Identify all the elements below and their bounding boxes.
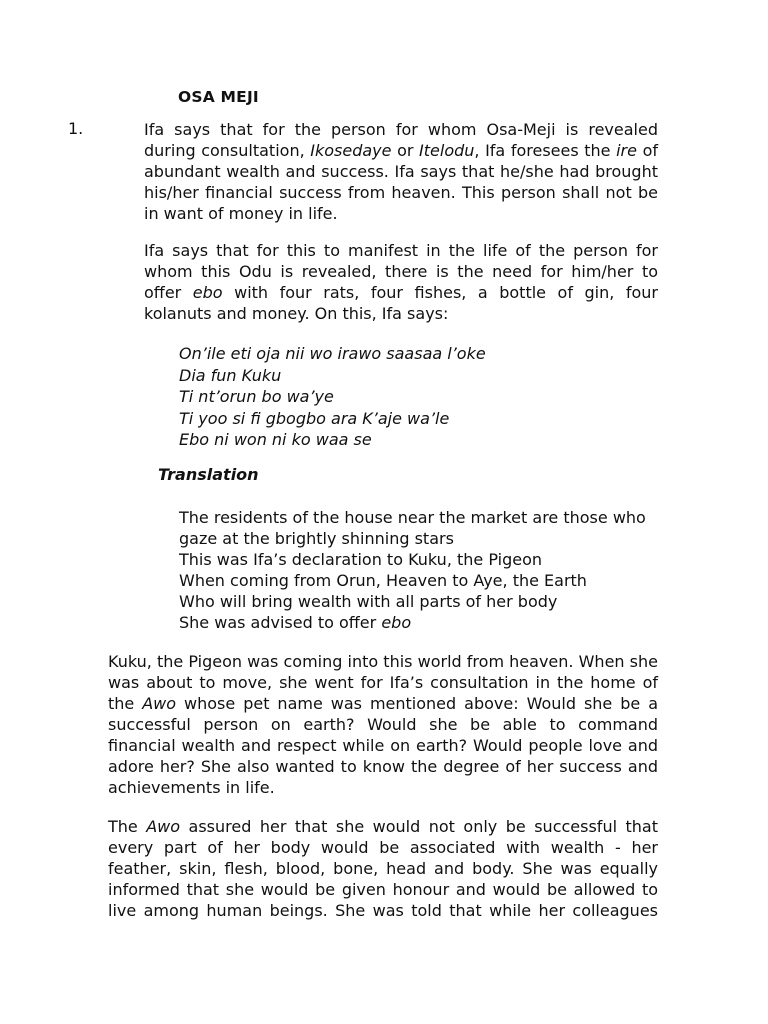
paragraph-1: Ifa says that for the person for whom Osa-Meji is revealed during consultation, Ikosedaye or Itelodu, Ifa foresees the ire of abundant wealth and success. Ifa says that he/she had brought his/her financial success from heaven. This person shall not be in want of money in life. [144,120,658,223]
paragraph-2: Ifa says that for this to manifest in the life of the person for whom this Odu is revealed, there is the need for him/her to offer ebo with four rats, four fishes, a bottle of gin, four kolanuts and money. On this, Ifa says: [144,241,658,323]
translation-heading: Translation [158,465,259,484]
italic-term: Itelodu [419,141,475,160]
verse-block [179,343,486,451]
italic-term: ire [616,141,637,160]
page-title: OSA MEJI [178,88,259,106]
translation-line: The residents of the house near the market are those who gaze at the brightly shinning stars [179,508,646,548]
italic-term: ebo [192,283,223,302]
verse-line: Dia fun Kuku [179,365,282,385]
italic-term: Ikosedaye [310,141,392,160]
verse-line: Ti yoo si fi gbogbo ara K’aje wa’le [179,408,450,428]
translation-line: Who will bring wealth with all parts of her body [179,592,558,611]
translation-line: When coming from Orun, Heaven to Aye, the Earth [179,571,587,590]
paragraph-3: Kuku, the Pigeon was coming into this world from heaven. When she was about to move, she went for Ifa’s consultation in the home of the Awo whose pet name was mentioned above: Would she be a successful person on earth? Would she be able to command financial wealth and respect while on earth? Would people love and adore her? She also wanted to know the degree of her success and achievements in life. [108,652,659,797]
item-number: 1. [68,119,84,138]
italic-term: Awo [142,694,177,713]
translation-line: This was Ifa’s declaration to Kuku, the Pigeon [179,550,543,569]
paragraph-4: The Awo assured her that she would not only be successful that every part of her body would be associated with wealth - her feather, skin, flesh, blood, bone, head and body. She was equally informed that she would be given honour and would be allowed to live among human beings. She was told that while her colleagues [108,817,658,920]
verse-line: On’ile eti oja nii wo irawo saasaa l’oke [179,344,486,363]
italic-term: Awo [146,817,181,836]
italic-term: ebo [381,613,412,632]
translation-line: She was advised to offer ebo [179,613,412,632]
translation-block [179,507,659,633]
verse-line: Ebo ni won ni ko waa se [179,430,372,450]
verse-line: Ti nt’orun bo wa’ye [179,387,334,407]
